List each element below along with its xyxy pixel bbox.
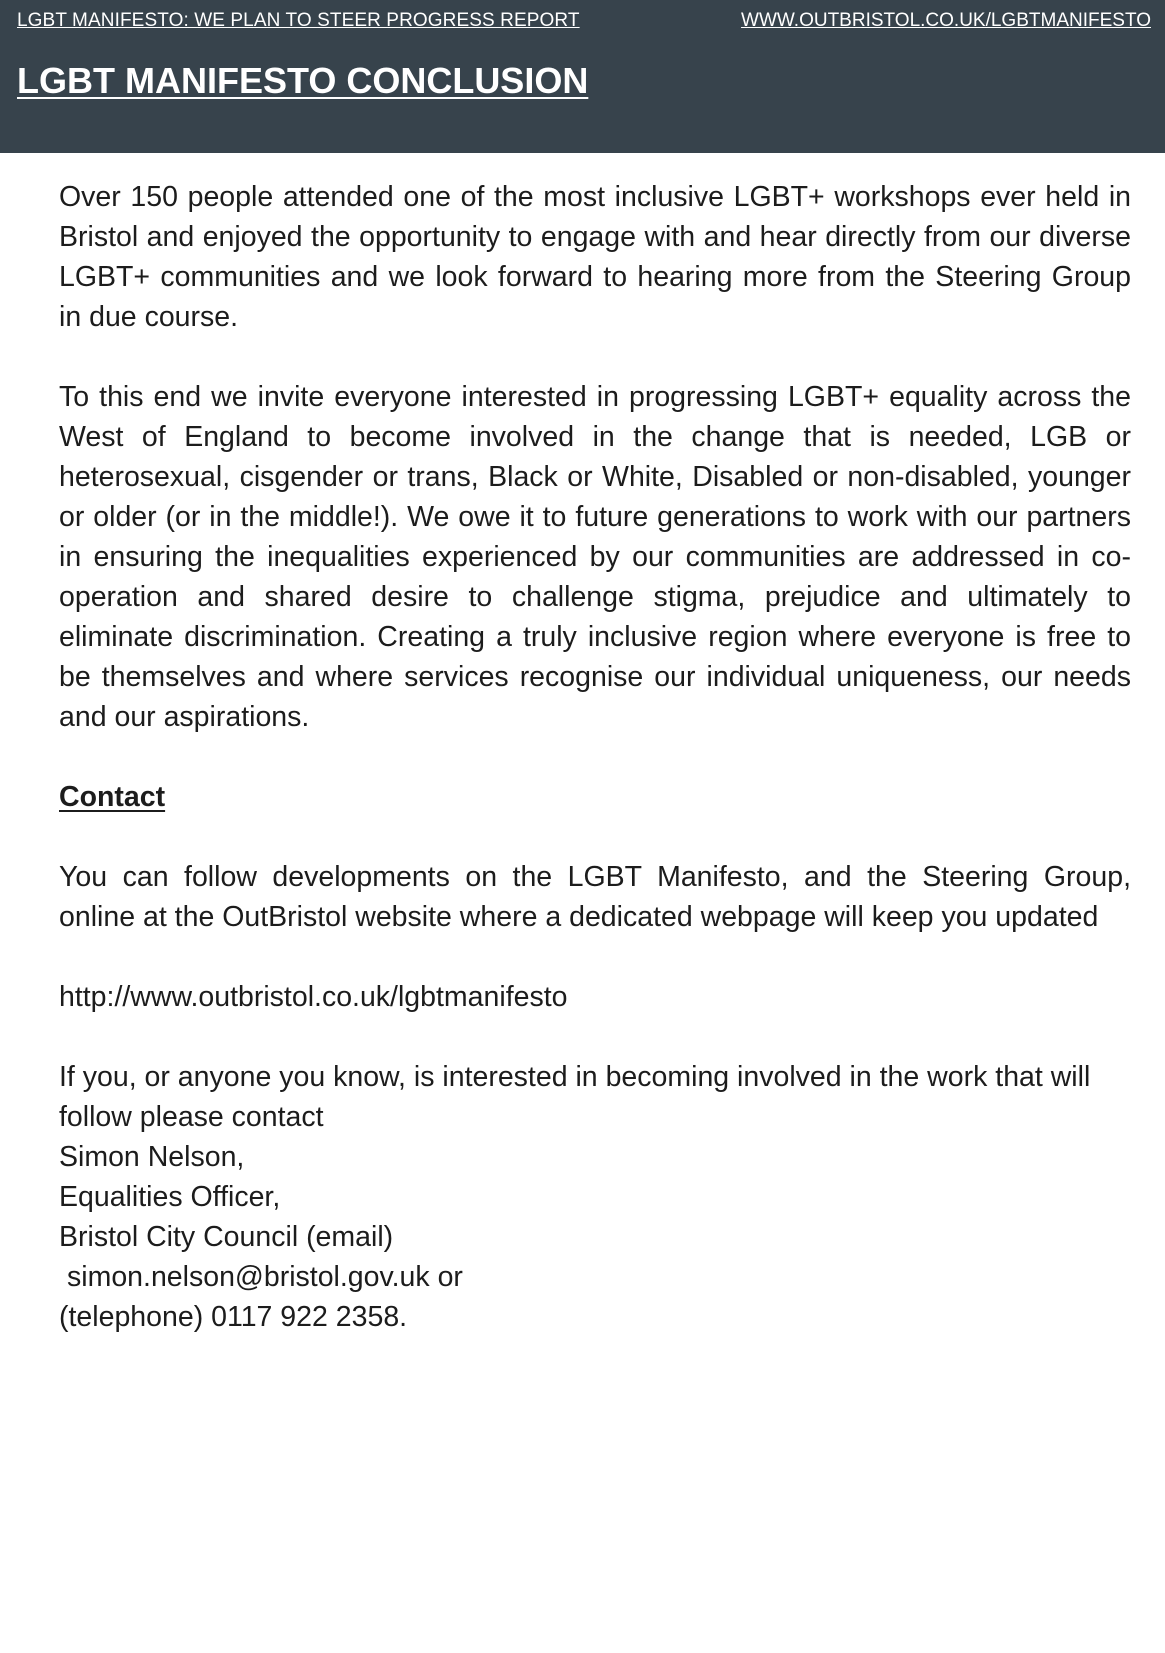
contact-heading: Contact [59,781,166,813]
page-header [0,0,1165,153]
page-body [59,177,1131,1377]
contact-role: Equalities Officer, [59,1181,281,1213]
report-title-link[interactable]: LGBT MANIFESTO: WE PLAN TO STEER PROGRESS REPORT [17,10,580,31]
page-title: LGBT MANIFESTO CONCLUSION [17,60,589,101]
contact-telephone: (telephone) 0117 922 2358. [59,1301,408,1333]
contact-email[interactable]: simon.nelson@bristol.gov.uk or [67,1261,463,1293]
follow-paragraph: You can follow developments on the LGBT Manifesto, and the Steering Group, online at the OutBristol website where a dedicated webpage will keep you updated [59,861,1131,933]
contact-intro: If you, or anyone you know, is interested in becoming involved in the work that will follow please contact [59,1061,1091,1133]
manifesto-url[interactable]: http://www.outbristol.co.uk/lgbtmanifesto [59,981,568,1013]
contact-organisation: Bristol City Council (email) [59,1221,394,1253]
invitation-paragraph: To this end we invite everyone interested in progressing LGBT+ equality across the West of England to become involved in the change that is needed, LGB or heterosexual, cisgender or trans, Black or White, Disabled or non-disabled, younger or older (or in the middle!). We owe it to future generations to work with our partners in ensuring the inequalities experienced by our communities are addressed in co-operation and shared desire to challenge stigma, prejudice and ultimately to eliminate discrimination. Creating a truly inclusive region where everyone is free to be themselves and where services recognise our individual uniqueness, our needs and our aspirations. [59,381,1131,733]
website-link[interactable]: WWW.OUTBRISTOL.CO.UK/LGBTMANIFESTO [741,10,1151,31]
contact-name: Simon Nelson, [59,1141,245,1173]
contact-block [59,1057,1131,1337]
intro-paragraph: Over 150 people attended one of the most inclusive LGBT+ workshops ever held in Bristol and enjoyed the opportunity to engage with and hear directly from our diverse LGBT+ communities and we look forward to hearing more from the Steering Group in due course. [59,181,1131,333]
